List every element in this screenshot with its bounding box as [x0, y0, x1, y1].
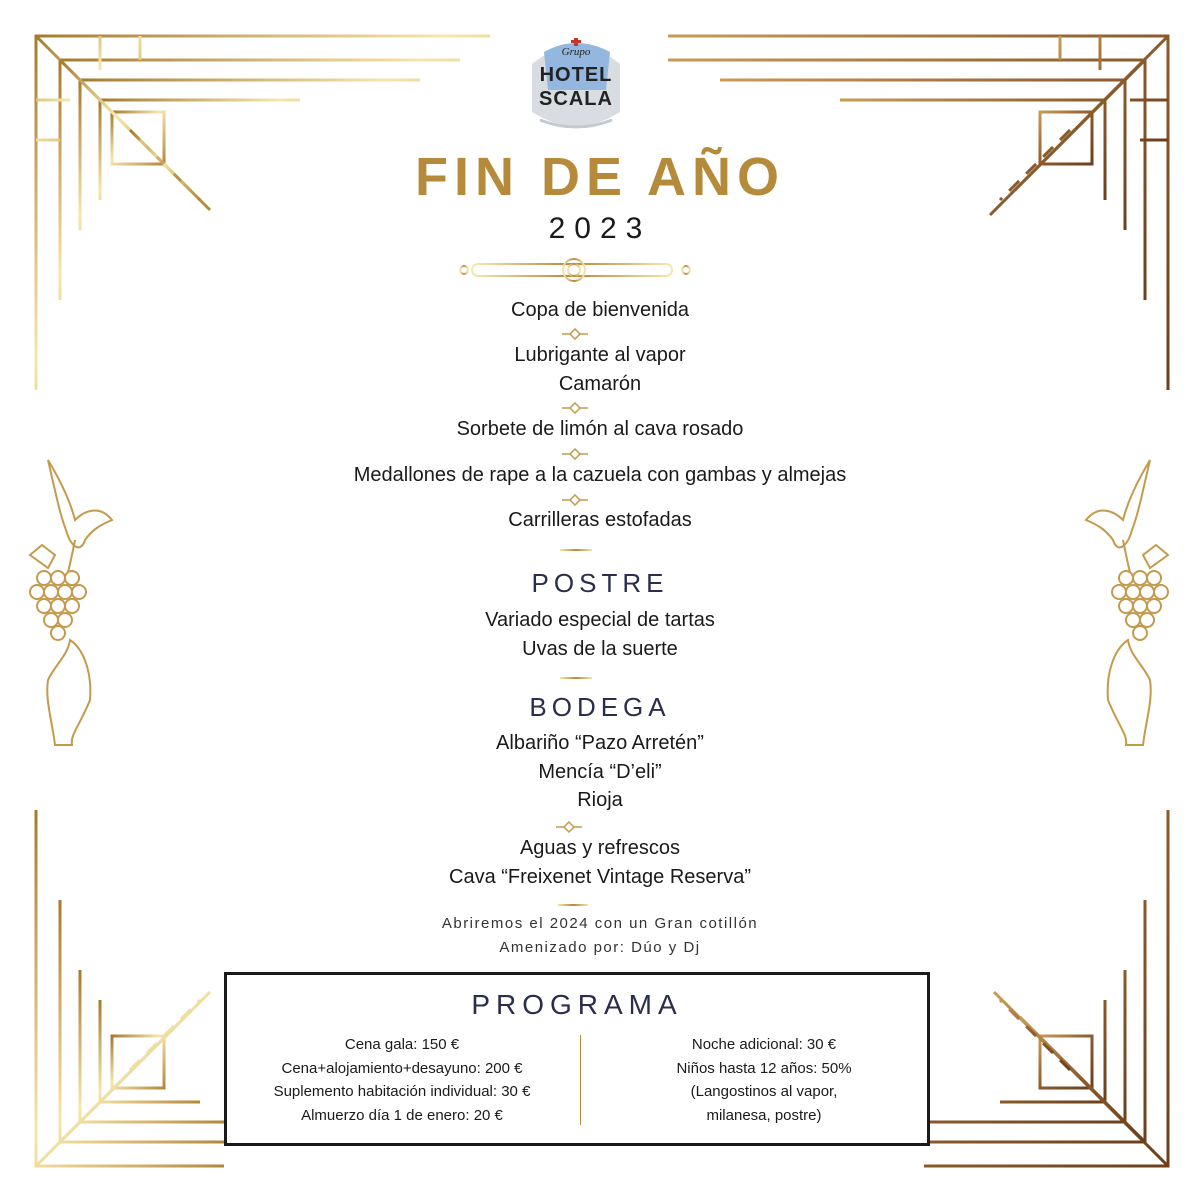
section-divider [558, 904, 588, 906]
ornament-divider [460, 259, 690, 281]
menu-item: Camarón [558, 373, 642, 395]
programa-price-line: (Langostinos al vapor, [690, 1083, 838, 1100]
postre-item: Uvas de la suerte [522, 638, 678, 660]
diamond-separator-icon [562, 402, 588, 414]
logo-grupo-text: Grupo [561, 46, 591, 58]
diamond-separator-icon [556, 821, 582, 833]
programa-price-line: milanesa, postre) [706, 1106, 822, 1124]
year-label: 2023 [548, 212, 652, 245]
note-cotillon: Abriremos el 2024 con un Gran cotillón [441, 915, 759, 932]
note-amenizado: Amenizado por: Dúo y Dj [499, 939, 701, 956]
menu-item: Medallones de rape a la cazuela con gambas y almejas [353, 464, 847, 486]
bodega-item: Mencía “D’eli” [538, 761, 662, 783]
programa-box [224, 972, 930, 1146]
bodega-item: Rioja [577, 789, 623, 811]
bodega-heading: BODEGA [529, 692, 671, 722]
programa-price-line: Almuerzo día 1 de enero: 20 € [301, 1106, 503, 1124]
diamond-separator-icon [562, 328, 588, 340]
menu-item: Lubrigante al vapor [514, 344, 686, 366]
bodega-extra: Aguas y refrescos [519, 837, 681, 859]
programa-price-line: Cena gala: 150 € [344, 1036, 460, 1053]
menu-item: Carrilleras estofadas [508, 509, 692, 531]
programa-left-column [227, 1033, 577, 1127]
programa-right-column [585, 1033, 943, 1127]
programa-price-line: Cena+alojamiento+desayuno: 200 € [281, 1059, 523, 1077]
programa-price-line: Noche adicional: 30 € [691, 1036, 837, 1053]
menu-item: Sorbete de limón al cava rosado [456, 418, 744, 440]
page-title: FIN DE AÑO [415, 147, 785, 207]
menu-item: Copa de bienvenida [511, 299, 689, 321]
bodega-item: Albariño “Pazo Arretén” [496, 732, 704, 754]
programa-price-line: Suplemento habitación individual: 30 € [273, 1083, 531, 1100]
diamond-separator-icon [562, 448, 588, 460]
programa-column-divider [580, 1035, 581, 1125]
postre-heading: POSTRE [531, 568, 669, 598]
section-divider [560, 549, 592, 551]
section-divider [560, 677, 592, 679]
postre-item: Variado especial de tartas [485, 609, 715, 631]
logo-hotel-text: HOTEL [539, 64, 613, 86]
programa-heading: PROGRAMA [471, 989, 683, 1020]
hotel-logo [520, 34, 632, 134]
logo-scala-text: SCALA [539, 88, 613, 110]
bodega-extra: Cava “Freixenet Vintage Reserva” [449, 866, 751, 888]
diamond-separator-icon [562, 494, 588, 506]
programa-price-line: Niños hasta 12 años: 50% [676, 1059, 852, 1077]
